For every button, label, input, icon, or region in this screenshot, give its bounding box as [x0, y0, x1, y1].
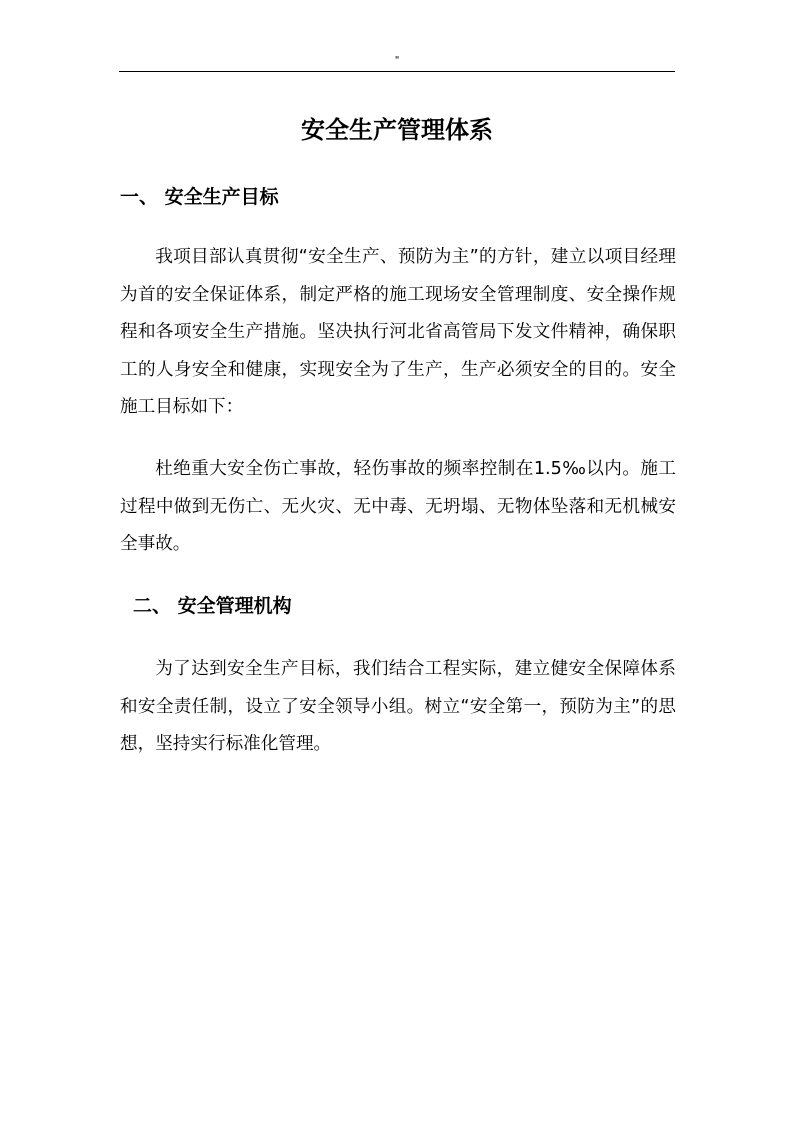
- paragraph-safety-policy: 我项目部认真贯彻“安全生产、预防为主”的方针，建立以项目经理为首的安全保证体系，制定严格的施工现场安全管理制度、安全操作规程和各项安全生产措施。坚决执行河北省高管局下发文件精神，确保职工的人身安全和健康，实现安全为了生产，生产必须安全的目的。安全施工目标如下：: [120, 247, 676, 417]
- document-title: 安全生产管理体系: [301, 116, 493, 144]
- section-heading-safety-organization: 二、 安全管理机构: [133, 595, 292, 617]
- header-mark: ": [394, 55, 400, 66]
- paragraph-safety-targets: 杜绝重大安全伤亡事故，轻伤事故的频率控制在1.5‰以内。施工过程中做到无伤亡、无火灾、无中毒、无坍塌、无物体坠落和无机械安全事故。: [120, 459, 676, 554]
- paragraph-safety-organization: 为了达到安全生产目标，我们结合工程实际，建立健安全保障体系和安全责任制，设立了安全领导小组。树立“安全第一，预防为主”的思想，坚持实行标准化管理。: [120, 659, 676, 754]
- section-heading-safety-goals: 一、 安全生产目标: [120, 186, 279, 208]
- header-divider: [119, 71, 675, 72]
